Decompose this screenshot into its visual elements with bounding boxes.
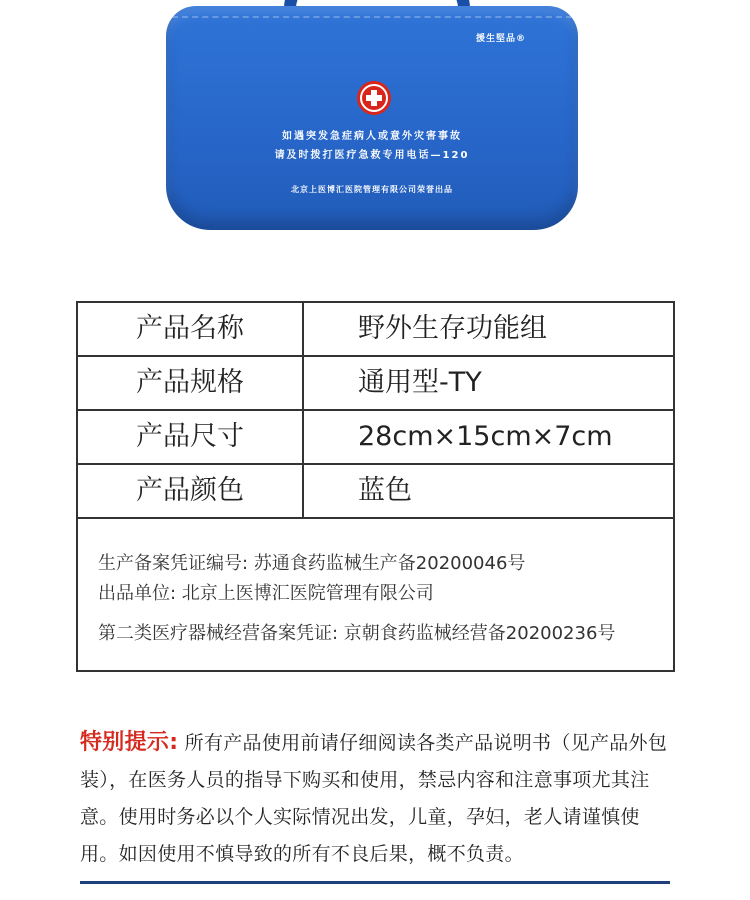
first-aid-bag-image [0, 0, 750, 270]
spec-row-model [78, 357, 673, 411]
spec-label: 产品规格 [78, 357, 304, 409]
spec-label: 产品尺寸 [78, 411, 304, 463]
notice-title: 特别提示: [80, 730, 179, 755]
bag-text-line1: 如遇突发急症病人或意外灾害事故 [282, 131, 462, 142]
registration-line: 第二类医疗器械经营备案凭证: 京朝食药监械经营备20200236号 [98, 623, 616, 644]
spec-value: 通用型-TY [358, 367, 482, 398]
bag-text-line3: 北京上医博汇医院管理有限公司荣誉出品 [291, 185, 453, 194]
bottom-divider [80, 881, 670, 884]
bag-brand-logo: 援生堅品® [476, 34, 527, 44]
spec-table [76, 301, 675, 672]
registration-line: 生产备案凭证编号: 苏通食药监械生产备20200046号 [98, 553, 526, 574]
notice-body: 所有产品使用前请仔细阅读各类产品说明书（见产品外包装），在医务人员的指导下购买和使用，禁忌内容和注意事项尤其注意。使用时务必以个人实际情况出发，儿童，孕妇，老人请谨慎使用。如因使用不慎导致的所有不良后果，概不负责。 [80, 732, 668, 865]
spec-row-name [78, 303, 673, 357]
spec-row-size [78, 411, 673, 465]
registration-line: 出品单位: 北京上医博汇医院管理有限公司 [98, 583, 434, 604]
spec-label: 产品名称 [78, 303, 304, 355]
spec-row-color [78, 465, 673, 519]
spec-value: 蓝色 [358, 475, 412, 506]
bag-text-line2: 请及时拨打医疗急救专用电话—120 [274, 150, 470, 161]
spec-label: 产品颜色 [78, 465, 304, 517]
red-cross-icon [357, 81, 391, 115]
special-notice [80, 724, 672, 873]
spec-value: 野外生存功能组 [358, 313, 547, 344]
spec-value: 28cm×15cm×7cm [358, 421, 613, 452]
